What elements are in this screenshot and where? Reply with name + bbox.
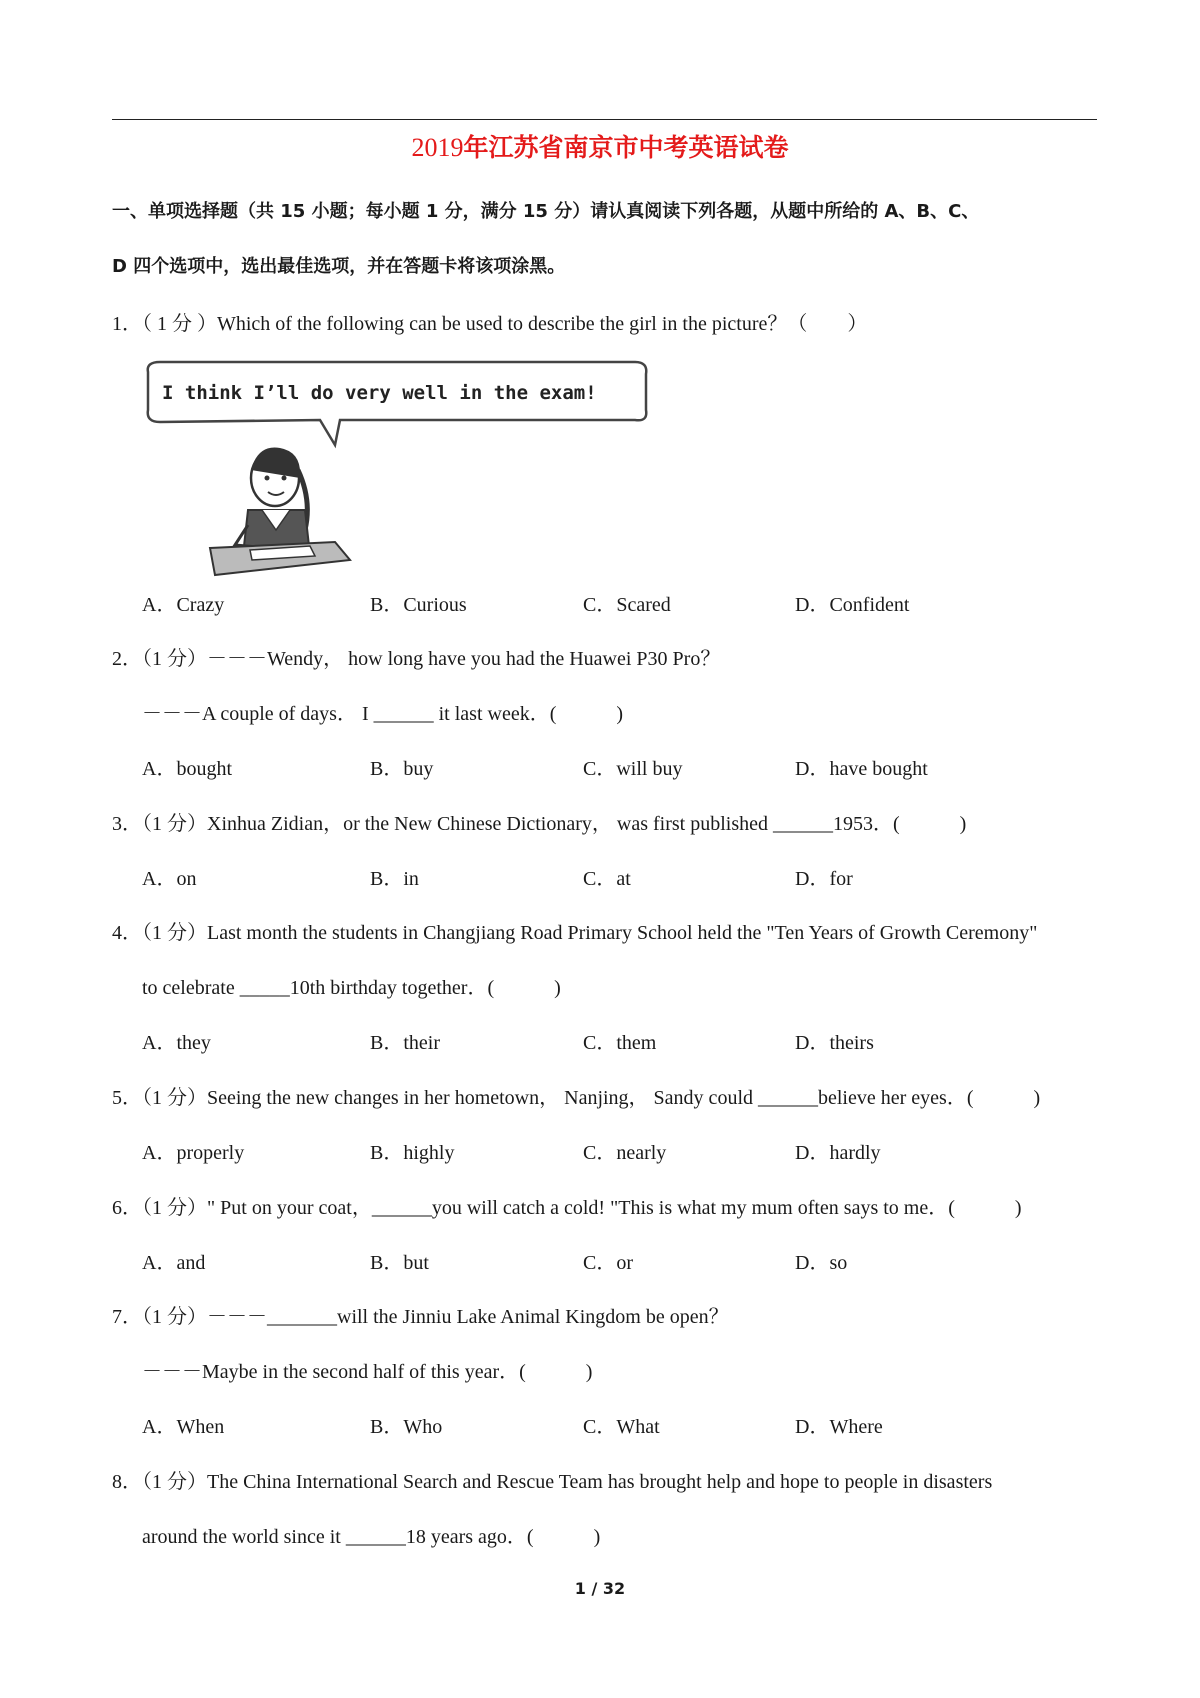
question-7: 7．（1 分）－－－_______will the Jinniu Lake Animal Kingdom be open？	[112, 1306, 729, 1328]
question-1: 1．（ 1 分 ）Which of the following can be used to describe the girl in the picture？（ ）	[112, 313, 868, 335]
q2-option-a: A．bought	[142, 758, 232, 780]
q6-option-c: C．or	[583, 1252, 633, 1274]
question-5: 5．（1 分）Seeing the new changes in her hometown， Nanjing， Sandy could ______believe her eyes．( )	[112, 1087, 1041, 1109]
question-8: 8．（1 分）The China International Search and Rescue Team has brought help and hope to people in disasters	[112, 1471, 993, 1493]
q7-option-a: A．When	[142, 1416, 225, 1438]
speech-bubble-text: I think I’ll do very well in the exam!	[162, 382, 597, 404]
question-2: 2．（1 分）－－－Wendy， how long have you had the Huawei P30 Pro？	[112, 648, 721, 670]
q7-option-b: B．Who	[370, 1416, 443, 1438]
q2-option-d: D．have bought	[795, 758, 928, 780]
q6-option-a: A．and	[142, 1252, 206, 1274]
q5-option-a: A．properly	[142, 1142, 245, 1164]
q1-option-a: A．Crazy	[142, 594, 225, 616]
q3-option-d: D．for	[795, 868, 853, 890]
q5-option-c: C．nearly	[583, 1142, 667, 1164]
title-year: 2019	[411, 133, 464, 162]
q4-option-b: B．their	[370, 1032, 440, 1054]
q3-option-c: C．at	[583, 868, 631, 890]
q2-option-b: B．buy	[370, 758, 434, 780]
q6-option-b: B．but	[370, 1252, 429, 1274]
section-instruction-line-1: 一、单项选择题（共 15 小题；每小题 1 分，满分 15 分）请认真阅读下列各题，从题中所给的 A、B、C、	[112, 201, 980, 222]
page-title	[0, 128, 1200, 164]
header-rule	[112, 119, 1097, 120]
q4-option-d: D．theirs	[795, 1032, 874, 1054]
q4-option-a: A．they	[142, 1032, 211, 1054]
q6-option-d: D．so	[795, 1252, 848, 1274]
q7-option-c: C．What	[583, 1416, 660, 1438]
title-text: 年江苏省南京市中考英语试卷	[463, 133, 789, 162]
q5-option-d: D．hardly	[795, 1142, 881, 1164]
question-3: 3．（1 分）Xinhua Zidian，or the New Chinese Dictionary， was first published ______1953．( )	[112, 813, 967, 835]
question-7-line-2: －－－Maybe in the second half of this year．( )	[142, 1361, 593, 1383]
q3-option-a: A．on	[142, 868, 197, 890]
question-8-line-2: around the world since it ______18 years ago．( )	[142, 1526, 601, 1548]
q3-option-b: B．in	[370, 868, 419, 890]
q4-option-c: C．them	[583, 1032, 657, 1054]
section-instruction-line-2: D 四个选项中，选出最佳选项，并在答题卡将该项涂黑。	[112, 256, 566, 277]
q2-option-c: C．will buy	[583, 758, 683, 780]
girl-writing-at-desk-icon	[140, 360, 660, 580]
question-6: 6．（1 分）" Put on your coat，______you will catch a cold! "This is what my mum often says to me．( )	[112, 1197, 1022, 1219]
q5-option-b: B．highly	[370, 1142, 455, 1164]
question-2-line-2: －－－A couple of days． I ______ it last week．( )	[142, 703, 624, 725]
q1-option-d: D．Confident	[795, 594, 910, 616]
page-number: 1 / 32	[574, 1579, 626, 1598]
q7-option-d: D．Where	[795, 1416, 883, 1438]
q1-option-c: C．Scared	[583, 594, 671, 616]
question-4: 4．（1 分）Last month the students in Changjiang Road Primary School held the "Ten Years of Growth Ceremony"	[112, 922, 1038, 944]
question-4-line-2: to celebrate _____10th birthday together．( )	[142, 977, 561, 999]
q1-option-b: B．Curious	[370, 594, 467, 616]
